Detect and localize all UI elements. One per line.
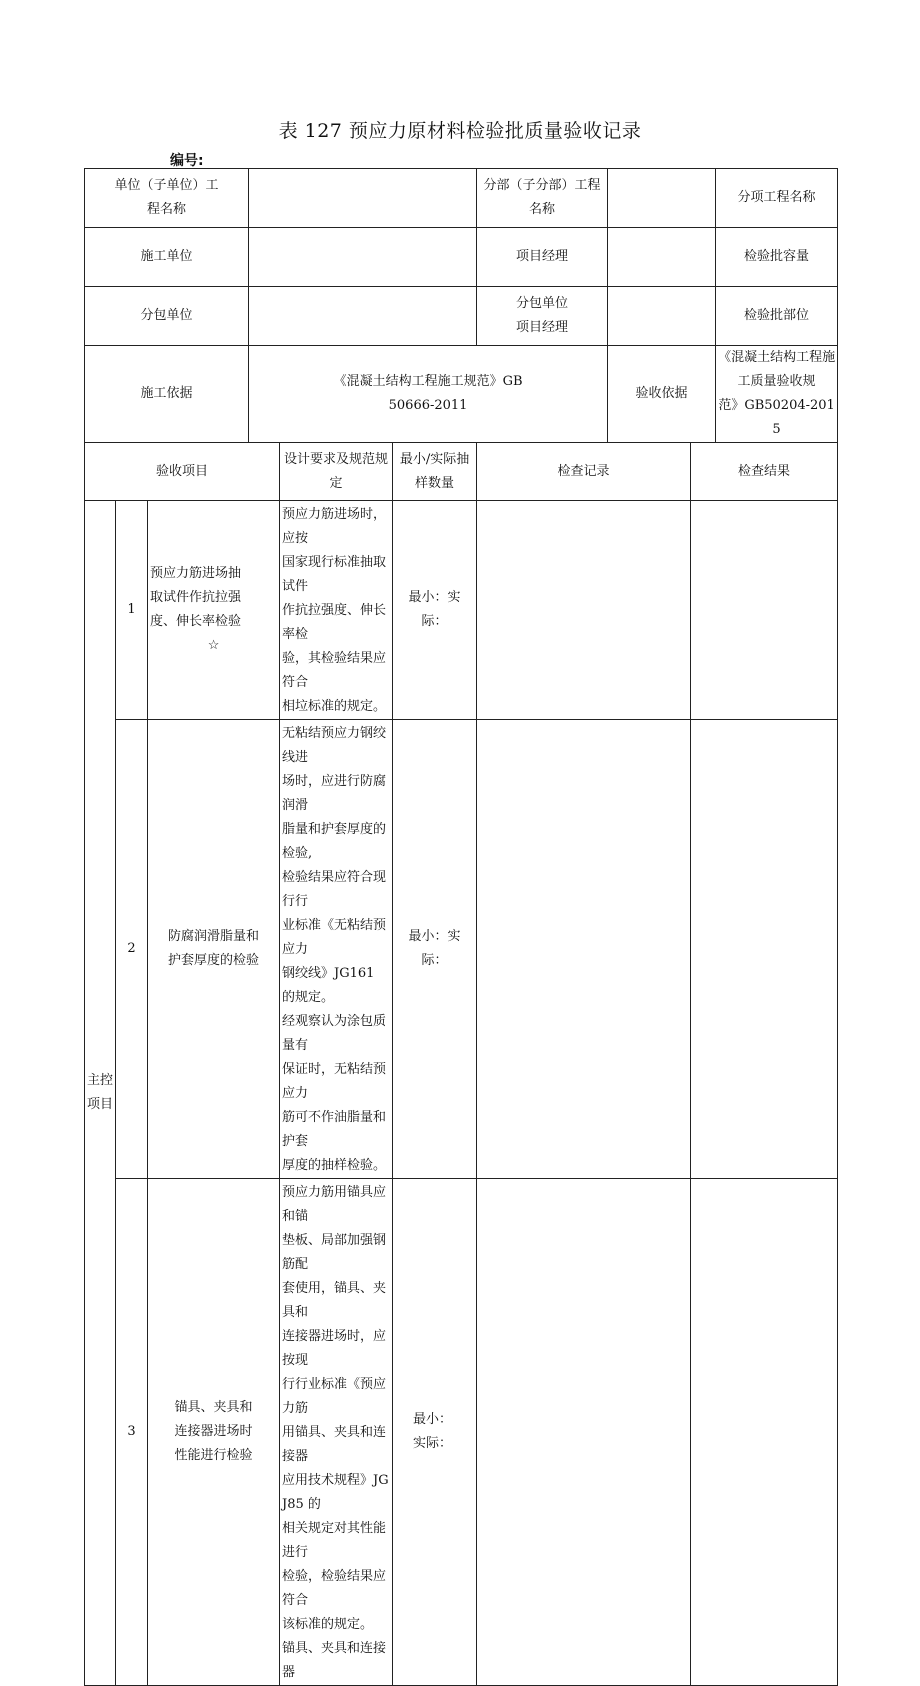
- unit-name-label: 单位（子单位）工 程名称: [85, 169, 249, 228]
- acceptance-basis-label: 验收依据: [608, 346, 716, 443]
- contractor-label: 施工单位: [85, 228, 249, 287]
- item-inspection-record[interactable]: [477, 1179, 691, 1686]
- column-header-record: 检查记录: [477, 443, 691, 501]
- item-name: 锚具、夹具和 连接器进场时 性能进行检验: [148, 1179, 280, 1686]
- acceptance-basis-value: 《混凝土结构工程施工质量验收规 范》GB50204-2015: [716, 346, 838, 443]
- item-inspection-record[interactable]: [477, 501, 691, 720]
- column-header-row: [85, 443, 838, 501]
- column-header-sample: 最小/实际抽 样数量: [393, 443, 477, 501]
- form-code-label: 编号:: [170, 153, 204, 169]
- header-row-contractor: [85, 228, 838, 287]
- column-header-result: 检查结果: [691, 443, 838, 501]
- header-row-subcontractor: [85, 287, 838, 346]
- acceptance-form-table: [84, 168, 838, 1686]
- sub-project-manager-value[interactable]: [608, 287, 716, 346]
- item-sample-count[interactable]: 最小：实 际：: [393, 501, 477, 720]
- sub-project-manager-label: 分包单位 项目经理: [477, 287, 608, 346]
- item-number: 3: [116, 1179, 148, 1686]
- item-requirement: 预应力筋进场时，应按 国家现行标准抽取试件 作抗拉强度、伸长率检 验，其检验结果应符合 相垃标准的规定。: [280, 501, 393, 720]
- item-inspection-record[interactable]: [477, 720, 691, 1179]
- project-manager-value[interactable]: [608, 228, 716, 287]
- batch-part-label: 检验批部位: [716, 287, 838, 346]
- subitem-name-label: 分项工程名称: [716, 169, 838, 228]
- item-row-3: [85, 1179, 838, 1686]
- subcontractor-value[interactable]: [249, 287, 477, 346]
- item-sample-count[interactable]: 最小：实 际：: [393, 720, 477, 1179]
- header-row-basis: [85, 346, 838, 443]
- project-manager-label: 项目经理: [477, 228, 608, 287]
- form-title: 表 127 预应力原材料检验批质量验收记录: [278, 120, 642, 142]
- item-inspection-result[interactable]: [691, 720, 838, 1179]
- item-inspection-result[interactable]: [691, 501, 838, 720]
- item-number: 2: [116, 720, 148, 1179]
- unit-name-value[interactable]: [249, 169, 477, 228]
- column-header-requirement: 设计要求及规范规定: [280, 443, 393, 501]
- item-requirement: 无粘结预应力钢绞线进 场时，应进行防腐润滑 脂量和护套厚度的检验, 检验结果应符合现行行 业标准《无粘结预应力 钢绞线》JG161 的规定。 经观察认为涂包质量有 保证时，无粘结预应力 筋可不作油脂量和护套 厚度的抽样检验。: [280, 720, 393, 1179]
- header-row-project: [85, 169, 838, 228]
- column-header-item: 验收项目: [85, 443, 280, 501]
- construction-basis-label: 施工依据: [85, 346, 249, 443]
- item-inspection-result[interactable]: [691, 1179, 838, 1686]
- item-name: 预应力筋进场抽 取试件作抗拉强 度、伸长率检验 ☆: [148, 501, 280, 720]
- item-sample-count[interactable]: 最小： 实际：: [393, 1179, 477, 1686]
- item-name: 防腐润滑脂量和 护套厚度的检验: [148, 720, 280, 1179]
- subcontractor-label: 分包单位: [85, 287, 249, 346]
- contractor-value[interactable]: [249, 228, 477, 287]
- division-name-label: 分部（子分部）工程 名称: [477, 169, 608, 228]
- item-row-1: [85, 501, 838, 720]
- item-number: 1: [116, 501, 148, 720]
- item-row-2: [85, 720, 838, 1179]
- main-control-group-label: 主控 项目: [85, 501, 116, 1686]
- division-name-value[interactable]: [608, 169, 716, 228]
- batch-capacity-label: 检验批容量: [716, 228, 838, 287]
- construction-basis-value: 《混凝土结构工程施工规范》GB 50666-2011: [249, 346, 608, 443]
- item-requirement: 预应力筋用锚具应和锚 垫板、局部加强钢筋配 套使用，锚具、夹具和 连接器进场时，应按现 行行业标准《预应力筋 用锚具、夹具和连接器 应用技术规程》JGJ85 的 相关规定对其性能进行 检验，检验结果应符合 该标准的规定。 锚具、夹具和连接器: [280, 1179, 393, 1686]
